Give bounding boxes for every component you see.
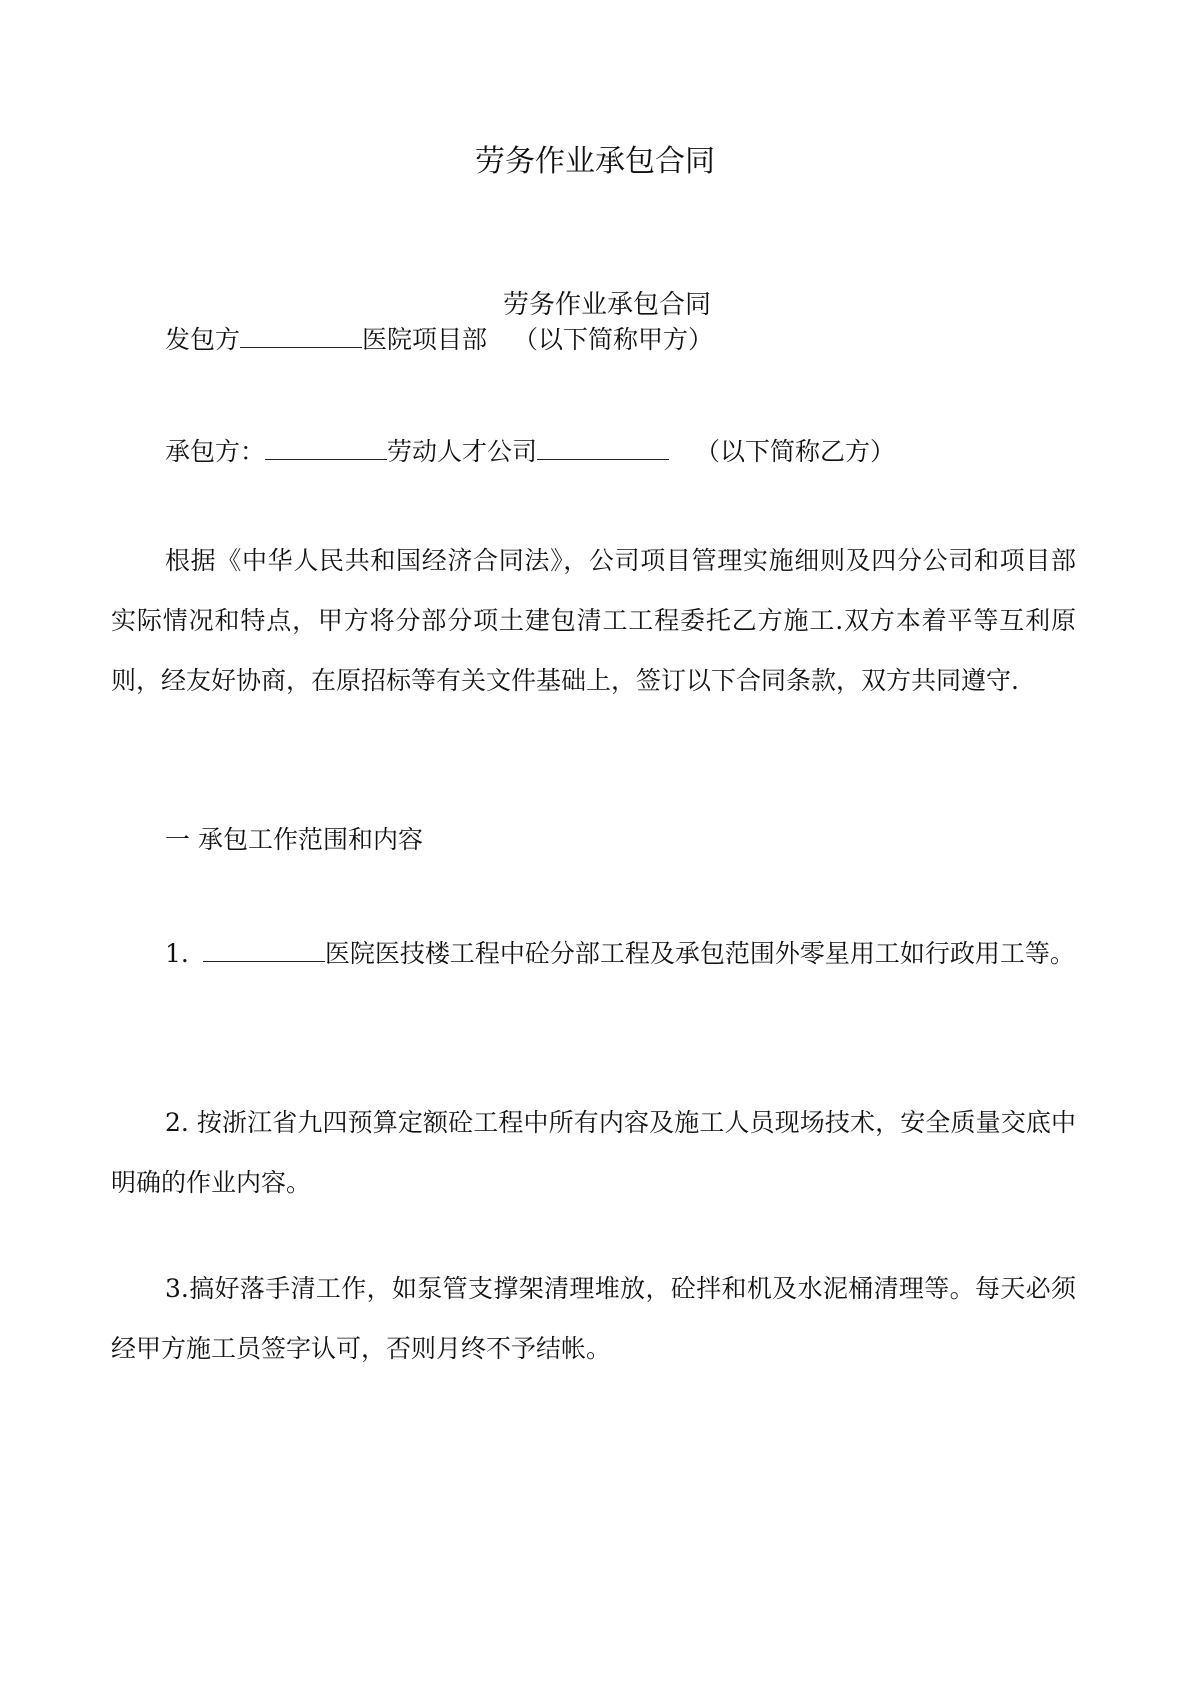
party-b-blank-after <box>537 433 669 460</box>
scope-item-2: 2. 按浙江省九四预算定额砼工程中所有内容及施工人员现场技术，安全质量交底中明确的作业内容。 <box>111 1108 1076 1197</box>
scope-item-3: 3.搞好落手清工作，如泵管支撑架清理堆放，砼拌和机及水泥桶清理等。每天必须经甲方施工员签字认可，否则月终不予结帐。 <box>111 1274 1076 1363</box>
scope-item-1-text: 医院医技楼工程中砼分部工程及承包范围外零星用工如行政用工等。 <box>324 939 1075 968</box>
preamble-paragraph: 根据《中华人民共和国经济合同法》，公司项目管理实施细则及四分公司和项目部实际情况和特点，甲方将分部分项土建包清工工程委托乙方施工.双方本着平等互利原则，经友好协商，在原招标等有关文件基础上，签订以下合同条款，双方共同遵守. <box>111 546 1076 695</box>
scope-item-1 <box>111 924 1076 984</box>
party-a-blank <box>240 321 362 348</box>
party-b-blank-before <box>265 433 387 460</box>
scope-item-1-blank <box>203 935 325 962</box>
party-a-line <box>165 321 1085 358</box>
section-1-heading: 一 承包工作范围和内容 <box>165 825 423 854</box>
scope-item-1-number: 1. <box>165 939 189 968</box>
party-b-label: 承包方： <box>165 437 266 466</box>
party-a-alias: （以下简称甲方） <box>513 325 714 354</box>
contract-subtitle: 劳务作业承包合同 <box>502 290 711 320</box>
party-a-name: 医院项目部 <box>362 325 488 354</box>
party-a-label: 发包方 <box>165 325 241 354</box>
party-b-name: 劳动人才公司 <box>387 437 538 466</box>
document-title: 劳务作业承包合同 <box>475 144 715 179</box>
party-b-alias: （以下简称乙方） <box>695 437 896 466</box>
party-b-line <box>165 433 1085 470</box>
